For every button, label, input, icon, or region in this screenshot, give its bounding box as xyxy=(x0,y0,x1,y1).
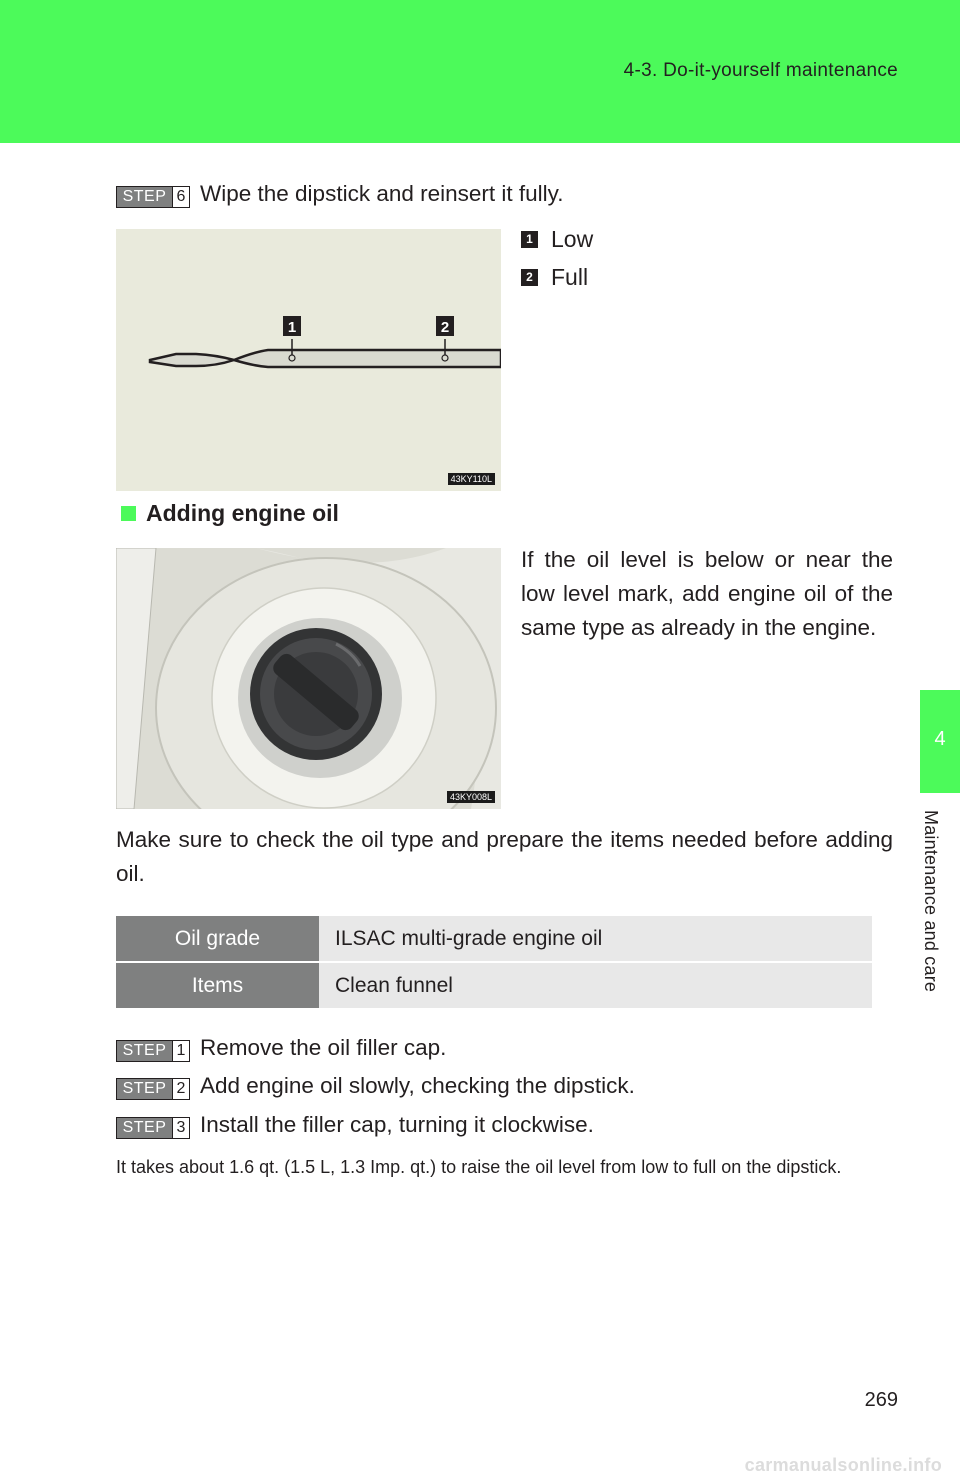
legend-label: Full xyxy=(551,264,589,290)
legend-full xyxy=(521,264,588,291)
page-number: 269 xyxy=(864,1389,898,1411)
watermark: carmanualsonline.info xyxy=(744,1455,942,1475)
step-2-text: Add engine oil slowly, checking the dipstick. xyxy=(200,1073,635,1098)
step-word: STEP xyxy=(117,1118,172,1138)
side-paragraph: If the oil level is below or near the low level mark, add engine oil of the same type as already in the engine. xyxy=(521,547,893,640)
callout-2: 2 xyxy=(440,319,450,336)
section-title: 4-3. Do-it-yourself maintenance xyxy=(623,60,898,81)
callout-1: 1 xyxy=(287,319,297,336)
figure-code: 43KY008L xyxy=(447,791,495,803)
filler-cap-figure xyxy=(116,548,501,809)
table-key: Items xyxy=(116,962,319,1008)
filler-cap-illustration xyxy=(116,548,501,809)
oil-spec-table xyxy=(116,916,872,1008)
step-6-text: Wipe the dipstick and reinsert it fully. xyxy=(200,181,564,206)
step-number: 3 xyxy=(172,1118,189,1138)
chapter-label: Maintenance and care xyxy=(921,810,941,993)
section-heading-text: Adding engine oil xyxy=(146,500,339,526)
dipstick-figure xyxy=(116,229,501,491)
step-number: 1 xyxy=(172,1041,189,1061)
step-3-badge xyxy=(116,1117,190,1139)
step-3-text: Install the filler cap, turning it clockwise. xyxy=(200,1112,594,1137)
step-6-badge xyxy=(116,186,190,208)
step-2-badge xyxy=(116,1078,190,1100)
step-1-badge xyxy=(116,1040,190,1062)
table-row xyxy=(116,916,872,962)
legend-label: Low xyxy=(551,226,594,252)
step-word: STEP xyxy=(117,1041,172,1061)
legend-number: 1 xyxy=(521,231,538,248)
step-1-text: Remove the oil filler cap. xyxy=(200,1035,447,1060)
intro-paragraph: Make sure to check the oil type and prepare the items needed before adding oil. xyxy=(116,827,893,886)
page-header xyxy=(0,0,960,143)
table-row xyxy=(116,962,872,1008)
section-heading xyxy=(121,500,339,527)
step-number: 2 xyxy=(172,1079,189,1099)
table-value: Clean funnel xyxy=(319,962,872,1008)
step-word: STEP xyxy=(117,187,172,207)
chapter-number: 4 xyxy=(934,728,946,750)
table-value: ILSAC multi-grade engine oil xyxy=(319,916,872,962)
table-key: Oil grade xyxy=(116,916,319,962)
section-marker-icon xyxy=(121,506,136,521)
figure-code: 43KY110L xyxy=(448,473,495,485)
legend-number: 2 xyxy=(521,269,538,286)
step-word: STEP xyxy=(117,1079,172,1099)
step-number: 6 xyxy=(172,187,189,207)
capacity-note: It takes about 1.6 qt. (1.5 L, 1.3 Imp. qt.) to raise the oil level from low to full on the dipstick. xyxy=(116,1157,842,1177)
legend-low xyxy=(521,226,593,253)
dipstick-illustration xyxy=(116,229,501,491)
